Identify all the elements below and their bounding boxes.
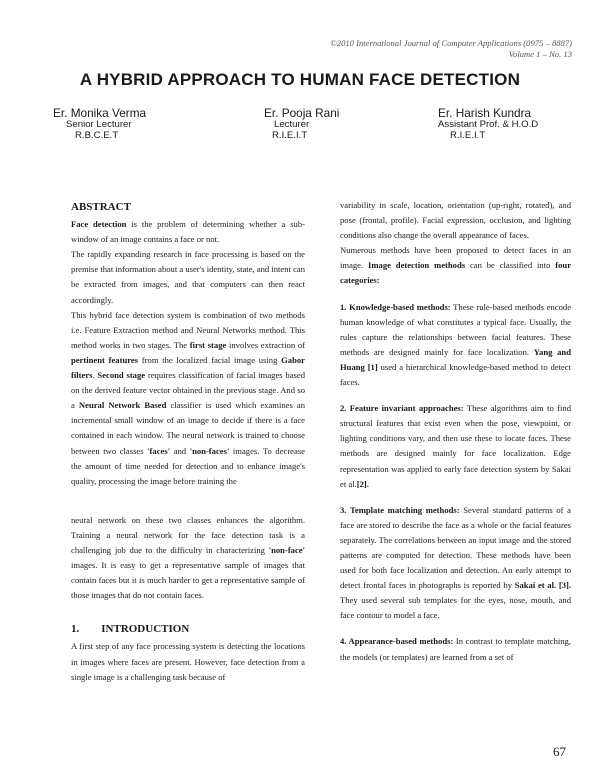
method-knowledge-based: 1. Knowledge-based methods: These rule-based methods encode human knowledge of what constitutes a typical face. Usually, the rules capture the relationships between facial features. These methods are designed mainly for face localization. Yang and Huang [1] used a hierarchical knowledge-based method to detect faces.	[340, 301, 572, 388]
abstract-heading: ABSTRACT	[71, 201, 131, 213]
journal-header	[330, 38, 572, 60]
author-name: Er. Harish Kundra	[438, 106, 532, 120]
author-affiliation: R.I.E.I.T	[450, 129, 486, 141]
author-1	[53, 107, 146, 141]
page-number: 67	[553, 744, 566, 759]
abstract-paragraph-3: This hybrid face detection system is combination of two methods i.e. Feature Extraction method and Neural Networks method. This method works in two stages. The first stage involves extraction of pertinent features from the localized facial image using Gabor filters. Second stage requires classification of facial images based on the derived feature vector obtained in the previous stage. And so a Neural Network Based classifier is used which examines an incremental small window of an image to decide if there is a face contained in each window. The neural network is trained to choose between two classes 'faces' and 'non-faces' images. To decrease the amount of time needed for detection and to enhance image's quality, processing the image before training the	[71, 309, 305, 486]
author-role: Assistant Prof. & H.O.D	[438, 119, 539, 130]
abstract-paragraph-1: Face detection is the problem of determining whether a sub-window of an image contains a face or not.	[71, 219, 305, 245]
right-paragraph-2: Numerous methods have been proposed to detect faces in an image. Image detection methods can be classified into four categories:	[340, 245, 572, 286]
author-role: Senior Lecturer	[66, 119, 132, 130]
author-affiliation: R.I.E.I.T	[272, 129, 308, 141]
right-column	[340, 198, 571, 665]
author-3	[438, 107, 538, 141]
paper-title: A HYBRID APPROACH TO HUMAN FACE DETECTION	[79, 70, 521, 89]
left-column	[71, 200, 305, 685]
abstract-paragraph-4: neural network on these two classes enhances the algorithm. Training a neural network for the face detection task is a challenging job due to the difficulty in characterizing 'non-face' images. It is easy to get a representative sample of images that contain faces but it is much harder to get a representative sample of those images that do not contain faces.	[71, 514, 305, 601]
author-role: Lecturer	[274, 119, 310, 130]
method-feature-invariant: 2. Feature invariant approaches: These algorithms aim to find structural features that exist even when the pose, viewpoint, or lighting conditions vary, and then use these to locate faces. These methods are designed mainly for face localization. Edge representation was applied to early face detection system by Sakai et al.[2].	[340, 403, 571, 489]
author-affiliation: R.B.C.E.T	[75, 129, 119, 141]
introduction-heading: 1. INTRODUCTION	[71, 623, 190, 636]
method-appearance-based: 4. Appearance-based methods: In contrast to template matching, the models (or templates) are learned from a set of	[340, 636, 571, 662]
author-name: Er. Monika Verma	[53, 106, 147, 120]
abstract-paragraph-2: The rapidly expanding research in face processing is based on the premise that information about a user's identity, state, and intent can be extracted from images, and that computers can then react accordingly.	[71, 249, 305, 305]
journal-volume: Volume 1 – No. 13	[508, 49, 572, 59]
journal-citation: ©2010 International Journal of Computer Applications (0975 – 8887)	[330, 38, 572, 48]
introduction-paragraph-1: A first step of any face processing system is detecting the locations in images where faces are present. However, face detection from a single image is a challenging task because of	[71, 641, 305, 682]
author-2	[264, 107, 339, 141]
right-paragraph-1: variability in scale, location, orientation (up-right, rotated), and pose (frontal, profile). Facial expression, occlusion, and lighting conditions also change the overall appearance of faces.	[340, 200, 571, 241]
author-name: Er. Pooja Rani	[264, 106, 340, 120]
method-template-matching: 3. Template matching methods: Several standard patterns of a face are stored to describe the face as a whole or the facial features separately. The correlations between an input image and the stored patterns are computed for detection. These methods have been used for both face localization and detection. An early attempt to detect frontal faces in photographs is reported by Sakai et al. [3]. They used several sub templates for the eyes, nose, mouth, and face contour to model a face.	[340, 504, 572, 621]
